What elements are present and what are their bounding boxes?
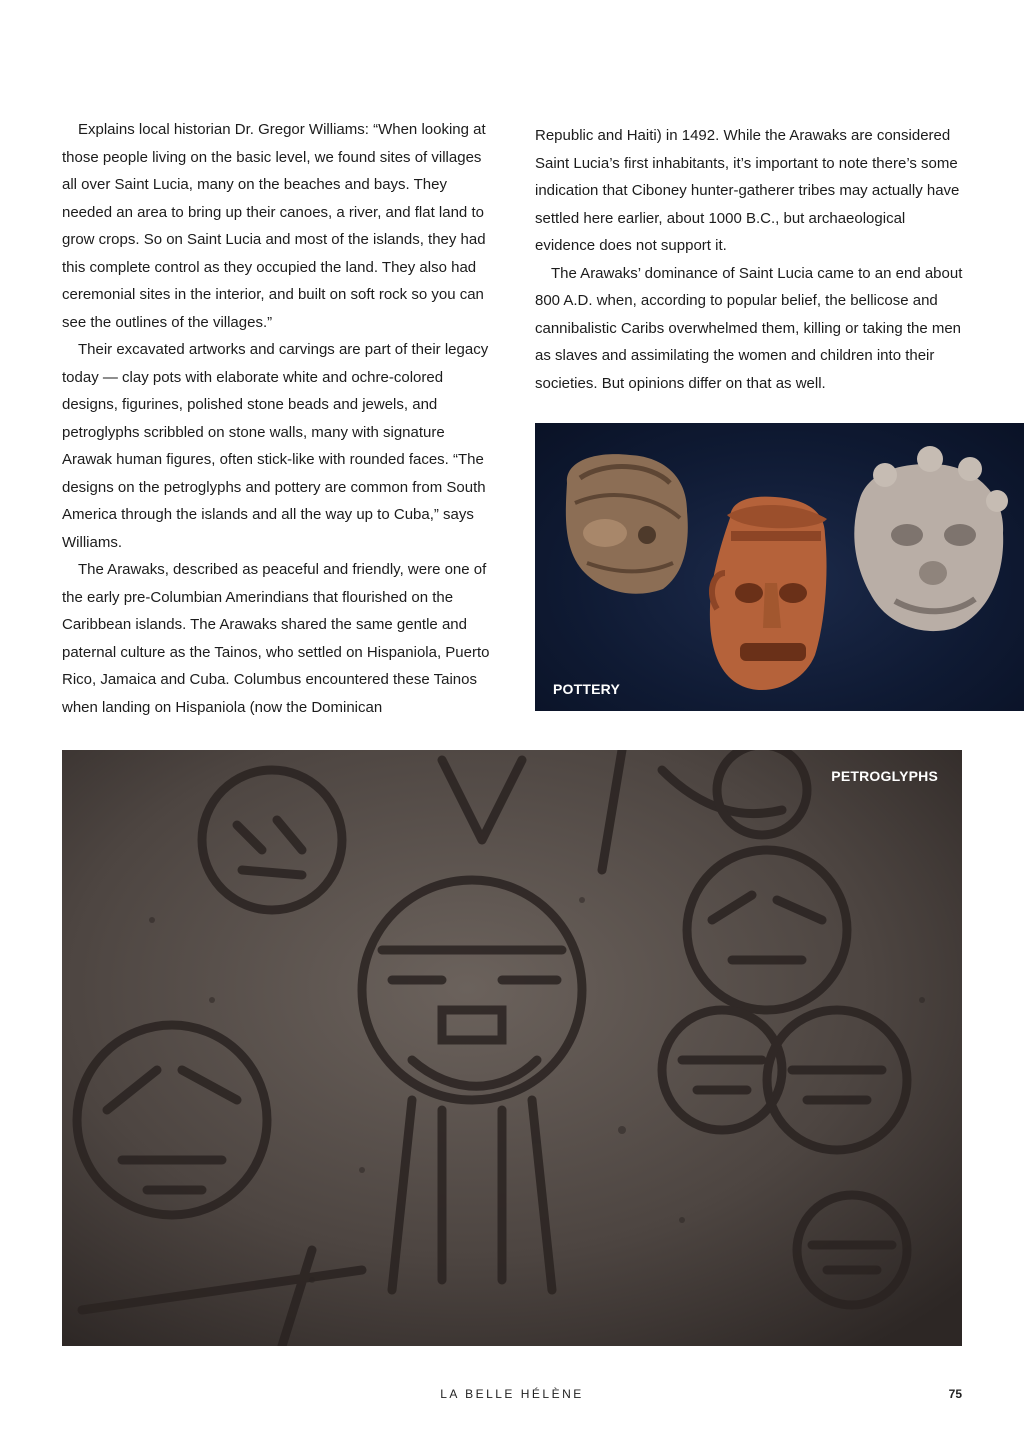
article-paragraph: The Arawaks, described as peaceful and friendly, were one of the early pre-Columbian Amerindians that flourished on the Caribbean islands. The Arawaks shared the same gentle and paternal culture as the Tainos, who settled on Hispaniola, Puerto Rico, Jamaica and Cuba. Columbus encountered these Tainos when landing on Hispaniola (now the Dominican (62, 561, 490, 716)
article-paragraph: Explains local historian Dr. Gregor Williams: “When looking at those people living on the basic level, we found sites of villages all over Saint Lucia, many on the beaches and bays. They needed an area to bring up their canoes, a river, and flat land to grow crops. So on Saint Lucia and most of the islands, they had this complete control as they occupied the land. They also had ceremonial sites in the interior, and built on soft rock so you can see the outlines of the villages.” (62, 121, 486, 331)
petroglyphs-illustration (62, 750, 962, 1346)
pottery-photo (535, 423, 1024, 711)
pottery-illustration (535, 423, 1024, 711)
article-paragraph: Republic and Haiti) in 1492. While the Arawaks are considered Saint Lucia’s first inhabitants, it’s important to note there’s some indication that Ciboney hunter-gatherer tribes may actually have settled here earlier, about 1000 B.C., but archaeological evidence does not support it. (535, 127, 960, 254)
pottery-caption: POTTERY (553, 681, 620, 697)
petroglyphs-photo (62, 750, 962, 1346)
pottery-head-left (566, 454, 688, 594)
article-column-right (535, 122, 965, 397)
article-paragraph: Their excavated artworks and carvings are part of their legacy today — clay pots with elaborate white and ochre-colored designs, figurines, polished stone beads and jewels, and petroglyphs scribbled on stone walls, many with signature Arawak human figures, often stick-like with rounded faces. “The designs on the petroglyphs and pottery are common from South America through the islands and all the way up to Cuba,” says Williams. (62, 341, 489, 551)
pottery-head-right (854, 446, 1008, 631)
magazine-title: LA BELLE HÉLÈNE (440, 1387, 584, 1401)
pottery-head-center (710, 497, 827, 690)
petroglyphs-caption: PETROGLYPHS (831, 768, 938, 784)
page-number: 75 (948, 1387, 962, 1401)
article-paragraph: The Arawaks’ dominance of Saint Lucia came to an end about 800 A.D. when, according to popular belief, the bellicose and cannibalistic Caribs overwhelmed them, killing or taking the men as slaves and assimilating the women and children into their societies. But opinions differ on that as well. (535, 264, 963, 392)
article-column-left (62, 116, 490, 721)
